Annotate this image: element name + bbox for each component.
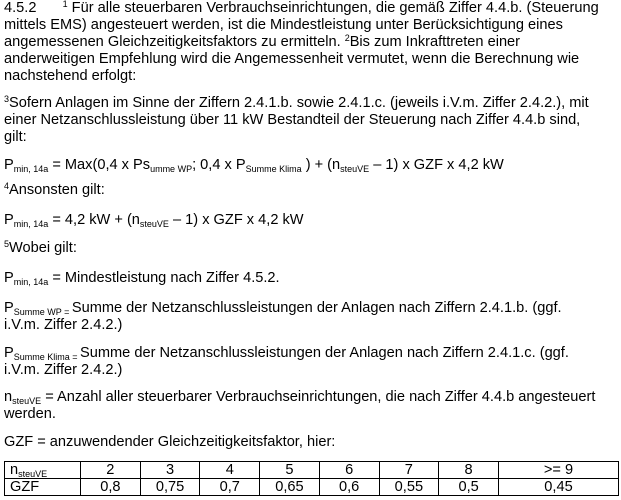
subscript-min-14a: min, 14a [13, 164, 49, 174]
table-header-cell: 2 [81, 462, 141, 479]
table-cell: 0,55 [379, 479, 439, 496]
formula-else: $P_{min, 14a} = 4,2$ kW + $(n_{steuVE} - 1)$ x GZF x 4,2 kW [4, 212, 304, 229]
paragraph-3-line-2: einer Netzanschlussleistung über 11 kW Bestandteil der Steuerung nach Ziffer 4.4.b sind, [4, 112, 581, 128]
subscript-steuve: steuVE [340, 164, 370, 174]
sentence-marker-4: 4 [4, 181, 10, 191]
sentence-marker-1: 1 [62, 0, 68, 9]
table-header-cell: 7 [379, 462, 439, 479]
subscript-summe-klima: Summe Klima [245, 164, 302, 174]
table-cell: 0,45 [499, 479, 619, 496]
sentence-2-line-3: Bis zum Inkrafttreten einer [349, 34, 521, 50]
table-header-cell: 6 [319, 462, 379, 479]
table-header-cell: >= 9 [499, 462, 619, 479]
table-cell: 0,75 [140, 479, 200, 496]
sentence-2-line-5: nachstehend erfolgt: [4, 68, 137, 84]
paragraph-3-line-1: Sofern Anlagen im Sinne der Ziffern 2.4.1.b. sowie 2.4.1.c. (jeweils i.V.m. Ziffer 2.4.2.), mit [9, 95, 589, 111]
table-header-nsteuve: $n_{steuVE}$ [5, 462, 81, 479]
definition-nsteuve: $n_{steuVE}$ = Anzahl aller steuerbarer Verbrauchseinrichtungen, die nach Ziffer 4.4.b angesteuert werden. [4, 389, 596, 422]
table-cell: 0,5 [439, 479, 499, 496]
sentence-1-line-1: Für alle steuerbaren Verbrauchseinrichtungen, die gemäß Ziffer 4.4.b. (Steuerung [71, 0, 599, 16]
sentence-1-line-2: mittels EMS) angesteuert werden, ist die Mindestleistung unter Berücksichtigung eines [4, 17, 563, 33]
section-number: 4.5.2 [4, 0, 37, 16]
sentence-marker-3: 3 [4, 94, 10, 104]
table-cell: 0,8 [81, 479, 141, 496]
section-4-5-2 [4, 0, 617, 85]
formula-max: $P_{min, 14a} = Max(0,4$ x $Ps_{umme WP}$; 0,4 x $P_{Summe Klima}$ ) + $(n_{steuVE} - 1)$ x GZF x 4,2 kW [4, 157, 504, 174]
sentence-marker-2: 2 [344, 33, 350, 43]
table-header-cell: 5 [260, 462, 320, 479]
section-line-3 [4, 34, 617, 51]
paragraph-4: $^4$Ansonsten gilt: [4, 181, 105, 198]
table-header-cell: 8 [439, 462, 499, 479]
table-row-gzf [5, 479, 619, 496]
table-row-header [5, 462, 619, 479]
paragraph-5: $^5$Wobei gilt: [4, 239, 77, 256]
sentence-2-line-4: anderweitigen Empfehlung wird die Angemessenheit vermutet, wenn die Berechnung wie [4, 51, 580, 67]
table-cell: 0,65 [260, 479, 320, 496]
subscript-steuve: steuVE [139, 219, 169, 229]
table-header-cell: 3 [140, 462, 200, 479]
definition-pmin: $P_{min, 14a}$ = Mindestleistung nach Ziffer 4.5.2. [4, 270, 280, 287]
subscript-min-14a: min, 14a [13, 219, 49, 229]
definition-summe-klima: $P_{Summe Klima =}$ Summe der Netzanschlussleistungen der Anlagen nach Ziffern 2.4.1.c. (ggf. i.V.m. Ziffer 2.4.2.) [4, 345, 569, 378]
paragraph-3 [4, 95, 617, 146]
definition-summe-wp: $P_{Summe WP =}$ Summe der Netzanschlussleistungen der Anlagen nach Ziffern 2.4.1.b. (ggf. i.V.m. Ziffer 2.4.2.) [4, 300, 562, 333]
table-cell: 0,6 [319, 479, 379, 496]
sentence-marker-5: 5 [4, 239, 10, 249]
table-header-cell: 4 [200, 462, 260, 479]
subscript-umme-wp: umme WP [150, 164, 193, 174]
table-header-gzf: GZF [5, 479, 81, 496]
sentence-1-line-3: angemessenen Gleichzeitigkeitsfaktors zu ermitteln. [4, 34, 345, 50]
gzf-table [4, 461, 619, 496]
paragraph-3-line-3: gilt: [4, 129, 27, 145]
table-cell: 0,7 [200, 479, 260, 496]
section-line-1 [4, 0, 617, 17]
definition-gzf: GZF = anzuwendender Gleichzeitigkeitsfaktor, hier: [4, 434, 336, 450]
